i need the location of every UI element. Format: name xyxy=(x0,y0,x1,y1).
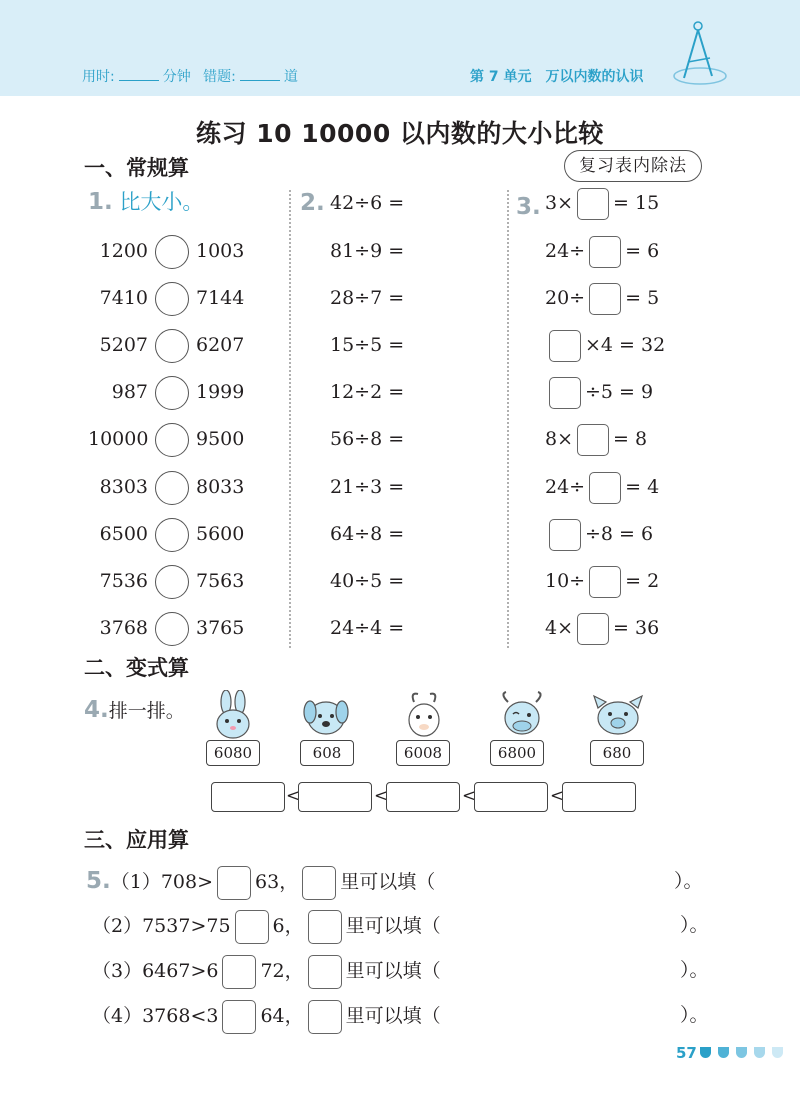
missing-factor-row xyxy=(545,236,659,268)
answer-paren-close: ）。 xyxy=(680,914,709,936)
inequality-left: （1）708> xyxy=(110,871,214,893)
fill-digit-row xyxy=(92,955,712,989)
q5-number: 5. xyxy=(86,868,111,894)
goat-icon xyxy=(400,690,448,740)
number-card-5: 680 xyxy=(590,740,644,766)
page-dot-icon xyxy=(736,1047,747,1058)
answer-paren-close: ）。 xyxy=(680,1004,709,1026)
missing-factor-row xyxy=(545,613,659,645)
page-dot-icon xyxy=(718,1047,729,1058)
compare-left-number: 3768 xyxy=(99,617,148,639)
fill-prompt: 里可以填（ xyxy=(345,1005,441,1027)
missing-factor-row xyxy=(545,424,647,456)
q1-instruction: 比大小。 xyxy=(119,190,204,214)
compare-row xyxy=(88,240,268,266)
page-number: 57 xyxy=(676,1044,697,1062)
inequality-right: 6， xyxy=(272,915,304,937)
q4-number: 4. xyxy=(84,697,109,723)
answer-box[interactable] xyxy=(577,613,609,645)
page-dot-icon xyxy=(754,1047,765,1058)
compare-right-number: 6207 xyxy=(196,334,245,356)
less-than-2: < xyxy=(374,786,389,806)
unit-number: 第 7 单元 xyxy=(470,69,532,85)
equation-prefix: 24÷ xyxy=(545,240,586,262)
answer-box[interactable] xyxy=(549,330,581,362)
equation-suffix: = 15 xyxy=(613,192,660,214)
less-than-3: < xyxy=(462,786,477,806)
compare-row xyxy=(88,476,268,502)
equation-suffix: = 36 xyxy=(613,617,660,639)
time-errors-record xyxy=(82,66,298,86)
compare-row xyxy=(88,617,268,643)
digit-box-reference xyxy=(302,866,336,900)
rabbit-icon xyxy=(210,690,256,740)
inequality-left: （4）3768<3 xyxy=(92,1005,219,1027)
answer-paren-close: ）。 xyxy=(680,959,709,981)
column-divider-1 xyxy=(289,190,291,648)
division-expression: 56÷8 = xyxy=(330,428,405,450)
division-expression: 21÷3 = xyxy=(330,476,405,498)
compare-left-number: 5207 xyxy=(99,334,148,356)
order-box-3[interactable] xyxy=(386,782,460,812)
missing-factor-row xyxy=(545,566,659,598)
answer-box[interactable] xyxy=(549,377,581,409)
compare-right-number: 7563 xyxy=(196,570,245,592)
compare-row xyxy=(88,428,268,454)
inequality-left: （3）6467>6 xyxy=(92,960,219,982)
page-title: 练习 10 10000 以内数的大小比较 xyxy=(196,119,604,148)
equation-suffix: = 5 xyxy=(625,287,660,309)
compare-right-number: 1999 xyxy=(196,381,245,403)
number-card-1: 6080 xyxy=(206,740,260,766)
compare-left-number: 1200 xyxy=(99,240,148,262)
compare-left-number: 7536 xyxy=(99,570,148,592)
compare-right-number: 5600 xyxy=(196,523,245,545)
inequality-right: 64， xyxy=(260,1005,304,1027)
compare-circle[interactable] xyxy=(155,565,189,599)
q3-number-wrap xyxy=(516,194,541,220)
compass-icon xyxy=(668,18,728,88)
ox-icon xyxy=(496,690,548,740)
equation-suffix: ×4 = 32 xyxy=(585,334,666,356)
division-expression: 42÷6 = xyxy=(330,192,405,214)
inequality-right: 63， xyxy=(255,871,299,893)
missing-factor-row xyxy=(545,283,659,315)
time-unit: 分钟 xyxy=(162,69,191,85)
number-card-2: 608 xyxy=(300,740,354,766)
compare-row xyxy=(88,334,268,360)
order-box-5[interactable] xyxy=(562,782,636,812)
errors-blank[interactable] xyxy=(240,68,280,81)
answer-box[interactable] xyxy=(589,236,621,268)
fill-digit-row xyxy=(92,1000,712,1034)
equation-prefix: 20÷ xyxy=(545,287,586,309)
equation-suffix: = 8 xyxy=(613,428,648,450)
section-heading-3: 三、应用算 xyxy=(84,828,189,852)
digit-box[interactable] xyxy=(222,955,256,989)
answer-box[interactable] xyxy=(589,566,621,598)
unit-info xyxy=(470,66,658,86)
puppy-icon xyxy=(300,690,352,740)
division-expression: 28÷7 = xyxy=(330,287,405,309)
q4-heading xyxy=(84,696,185,723)
digit-box[interactable] xyxy=(235,910,269,944)
time-blank[interactable] xyxy=(119,68,159,81)
page-dot-icon xyxy=(700,1047,711,1058)
order-box-2[interactable] xyxy=(298,782,372,812)
inequality-left: （2）7537>75 xyxy=(92,915,231,937)
missing-factor-row xyxy=(545,188,659,220)
division-expression: 40÷5 = xyxy=(330,570,405,592)
equation-prefix: 8× xyxy=(545,428,574,450)
equation-prefix: 24÷ xyxy=(545,476,586,498)
less-than-4: < xyxy=(550,786,565,806)
errors-label: 错题: xyxy=(203,69,236,85)
missing-factor-row xyxy=(545,377,653,409)
equation-suffix: ÷5 = 9 xyxy=(585,381,654,403)
fill-prompt: 里可以填（ xyxy=(345,960,441,982)
digit-box[interactable] xyxy=(222,1000,256,1034)
digit-box-reference xyxy=(308,1000,342,1034)
review-tag: 复习表内除法 xyxy=(564,150,702,182)
number-card-3: 6008 xyxy=(396,740,450,766)
errors-unit: 道 xyxy=(283,69,298,85)
compare-circle[interactable] xyxy=(155,612,189,646)
compare-circle[interactable] xyxy=(155,329,189,363)
missing-factor-row xyxy=(545,519,653,551)
division-expression: 81÷9 = xyxy=(330,240,405,262)
q2-first-line xyxy=(300,190,325,216)
unit-title: 万以内数的认识 xyxy=(545,69,644,85)
digit-box-reference xyxy=(308,955,342,989)
fill-prompt: 里可以填（ xyxy=(340,871,436,893)
q4-instruction: 排一排。 xyxy=(108,700,185,722)
compare-right-number: 9500 xyxy=(196,428,245,450)
compare-circle[interactable] xyxy=(155,282,189,316)
header-scallop xyxy=(0,86,800,102)
equation-suffix: = 6 xyxy=(625,240,660,262)
compare-circle[interactable] xyxy=(155,423,189,457)
q1-number: 1. xyxy=(88,189,113,215)
compare-circle[interactable] xyxy=(155,235,189,269)
answer-box[interactable] xyxy=(589,283,621,315)
compare-row xyxy=(88,570,268,596)
compare-left-number: 7410 xyxy=(99,287,148,309)
q2-number: 2. xyxy=(300,190,325,216)
compare-row xyxy=(88,523,268,549)
answer-box[interactable] xyxy=(589,472,621,504)
pig-icon xyxy=(590,690,646,740)
q1-heading xyxy=(88,186,203,216)
compare-right-number: 3765 xyxy=(196,617,245,639)
missing-factor-row xyxy=(545,330,665,362)
digit-box-reference xyxy=(308,910,342,944)
answer-box[interactable] xyxy=(577,188,609,220)
compare-circle[interactable] xyxy=(155,518,189,552)
fill-digit-row xyxy=(86,866,706,900)
compare-left-number: 987 xyxy=(111,381,148,403)
compare-left-number: 6500 xyxy=(99,523,148,545)
answer-box[interactable] xyxy=(577,424,609,456)
division-expression: 15÷5 = xyxy=(330,334,405,356)
compare-circle[interactable] xyxy=(155,376,189,410)
section-heading-2: 二、变式算 xyxy=(84,656,189,680)
compare-left-number: 10000 xyxy=(88,428,149,450)
equation-suffix: ÷8 = 6 xyxy=(585,523,654,545)
compare-right-number: 7144 xyxy=(196,287,245,309)
division-expression: 12÷2 = xyxy=(330,381,405,403)
equation-prefix: 4× xyxy=(545,617,574,639)
time-label: 用时: xyxy=(82,69,115,85)
equation-prefix: 3× xyxy=(545,192,574,214)
digit-box[interactable] xyxy=(217,866,251,900)
division-expression: 24÷4 = xyxy=(330,617,405,639)
number-card-4: 6800 xyxy=(490,740,544,766)
answer-box[interactable] xyxy=(549,519,581,551)
equation-prefix: 10÷ xyxy=(545,570,586,592)
compare-row xyxy=(88,287,268,313)
less-than-1: < xyxy=(286,786,301,806)
inequality-right: 72， xyxy=(260,960,304,982)
q3-number: 3. xyxy=(516,194,541,220)
compare-right-number: 8033 xyxy=(196,476,245,498)
fill-digit-row xyxy=(92,910,712,944)
compare-right-number: 1003 xyxy=(196,240,245,262)
compare-row xyxy=(88,381,268,407)
order-box-1[interactable] xyxy=(211,782,285,812)
division-expression: 64÷8 = xyxy=(330,523,405,545)
answer-paren-close: ）。 xyxy=(674,870,703,892)
column-divider-2 xyxy=(507,190,509,648)
equation-suffix: = 2 xyxy=(625,570,660,592)
page-dot-icon xyxy=(772,1047,783,1058)
order-box-4[interactable] xyxy=(474,782,548,812)
compare-left-number: 8303 xyxy=(99,476,148,498)
equation-suffix: = 4 xyxy=(625,476,660,498)
missing-factor-row xyxy=(545,472,659,504)
compare-circle[interactable] xyxy=(155,471,189,505)
section-heading-1: 一、常规算 xyxy=(84,156,189,180)
fill-prompt: 里可以填（ xyxy=(345,915,441,937)
